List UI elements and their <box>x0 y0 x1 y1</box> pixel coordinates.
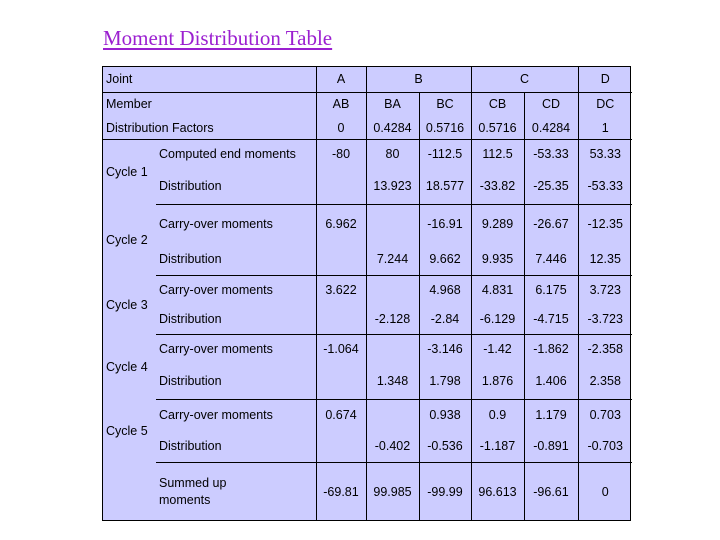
value-cell-ba: 7.244 <box>366 243 419 275</box>
value-cell-cb: 9.935 <box>471 243 524 275</box>
row-label: Distribution <box>156 167 316 205</box>
value-cell-bc: 4.968 <box>419 275 471 303</box>
row-label: Distribution <box>156 364 316 399</box>
value-cell-dc: 3.723 <box>578 275 632 303</box>
value-cell-ab: 0.674 <box>316 399 366 430</box>
summed-cell-dc: 0 <box>578 463 632 520</box>
cycle-label: Cycle 2 <box>106 232 148 247</box>
value-cell-ba <box>366 275 419 303</box>
summed-cell-bc: -99.99 <box>419 463 471 520</box>
cycle-label: Cycle 5 <box>106 424 148 439</box>
value-cell-ab <box>316 304 366 335</box>
value-cell-ba <box>366 205 419 244</box>
df-ab: 0 <box>316 116 366 140</box>
value-cell-cb: 9.289 <box>471 205 524 244</box>
member-bc: BC <box>419 92 471 116</box>
table-row <box>103 167 632 205</box>
value-cell-bc: 18.577 <box>419 167 471 205</box>
df-row <box>103 116 632 140</box>
df-bc: 0.5716 <box>419 116 471 140</box>
value-cell-cd: -4.715 <box>524 304 578 335</box>
table-row <box>103 399 632 430</box>
joint-b: B <box>366 67 471 92</box>
value-cell-dc: -3.723 <box>578 304 632 335</box>
row-label: Computed end moments <box>159 146 296 161</box>
value-cell-cd: -25.35 <box>524 167 578 205</box>
row-label: Carry-over moments <box>159 407 273 422</box>
value-cell-bc: -3.146 <box>419 334 471 364</box>
value-cell-cd: 7.446 <box>524 243 578 275</box>
table-row <box>103 243 632 275</box>
value-cell-cb: -1.187 <box>471 430 524 463</box>
table-row <box>103 364 632 399</box>
value-cell-ba <box>366 334 419 364</box>
summed-label-line1: Summed up <box>159 475 227 490</box>
value-cell-ba <box>366 399 419 430</box>
summed-cell-ab: -69.81 <box>316 463 366 520</box>
row-label: Carry-over moments <box>159 282 273 297</box>
value-cell-dc: 2.358 <box>578 364 632 399</box>
value-cell-dc: 0.703 <box>578 399 632 430</box>
value-cell-ab <box>316 430 366 463</box>
value-cell-cd: -1.862 <box>524 334 578 364</box>
value-cell-bc: 9.662 <box>419 243 471 275</box>
value-cell-bc: 0.938 <box>419 399 471 430</box>
summed-label <box>156 463 316 520</box>
table-row <box>103 205 632 244</box>
cycle-label: Cycle 4 <box>106 359 148 374</box>
value-cell-ab <box>316 364 366 399</box>
row-label: Carry-over moments <box>159 217 273 232</box>
joint-label: Joint <box>103 67 316 92</box>
value-cell-ba: 13.923 <box>366 167 419 205</box>
value-cell-ba: 1.348 <box>366 364 419 399</box>
member-row <box>103 92 632 116</box>
member-cd: CD <box>524 92 578 116</box>
member-dc: DC <box>578 92 632 116</box>
row-label: Carry-over moments <box>159 342 273 357</box>
value-cell-cb: 1.876 <box>471 364 524 399</box>
value-cell-cd: -53.33 <box>524 140 578 167</box>
value-cell-bc: 1.798 <box>419 364 471 399</box>
df-label: Distribution Factors <box>103 116 316 140</box>
value-cell-dc: 12.35 <box>578 243 632 275</box>
member-label: Member <box>106 97 152 112</box>
joint-d: D <box>578 67 632 92</box>
summed-cell-ba: 99.985 <box>366 463 419 520</box>
member-cb: CB <box>471 92 524 116</box>
summed-row <box>103 463 632 520</box>
page-title: Moment Distribution Table <box>103 26 333 50</box>
value-cell-bc: -112.5 <box>419 140 471 167</box>
value-cell-bc: -16.91 <box>419 205 471 244</box>
cycle-label: Cycle 1 <box>106 165 148 180</box>
member-ba: BA <box>366 92 419 116</box>
df-dc: 1 <box>578 116 632 140</box>
value-cell-cd: -26.67 <box>524 205 578 244</box>
value-cell-ab: -80 <box>316 140 366 167</box>
moment-distribution-table <box>102 66 631 521</box>
value-cell-bc: -2.84 <box>419 304 471 335</box>
table-row <box>103 430 632 463</box>
value-cell-bc: -0.536 <box>419 430 471 463</box>
row-label: Distribution <box>156 304 316 335</box>
value-cell-ab <box>316 243 366 275</box>
table-row <box>103 304 632 335</box>
value-cell-cb: 4.831 <box>471 275 524 303</box>
value-cell-cb: -1.42 <box>471 334 524 364</box>
value-cell-ab <box>316 167 366 205</box>
value-cell-cb: -6.129 <box>471 304 524 335</box>
joint-row <box>103 67 632 92</box>
row-label: Distribution <box>156 243 316 275</box>
value-cell-dc: -53.33 <box>578 167 632 205</box>
joint-a: A <box>316 67 366 92</box>
value-cell-dc: -12.35 <box>578 205 632 244</box>
value-cell-cb: -33.82 <box>471 167 524 205</box>
summed-cell-cb: 96.613 <box>471 463 524 520</box>
cycle-label: Cycle 3 <box>106 297 148 312</box>
table-row <box>103 275 632 303</box>
value-cell-dc: -0.703 <box>578 430 632 463</box>
value-cell-cd: -0.891 <box>524 430 578 463</box>
value-cell-ba: -2.128 <box>366 304 419 335</box>
table-row <box>103 140 632 167</box>
value-cell-dc: -2.358 <box>578 334 632 364</box>
table-row <box>103 334 632 364</box>
value-cell-cb: 112.5 <box>471 140 524 167</box>
value-cell-dc: 53.33 <box>578 140 632 167</box>
value-cell-cd: 1.406 <box>524 364 578 399</box>
value-cell-ba: -0.402 <box>366 430 419 463</box>
value-cell-cd: 1.179 <box>524 399 578 430</box>
summed-label-line2: moments <box>159 492 211 507</box>
df-cb: 0.5716 <box>471 116 524 140</box>
value-cell-cb: 0.9 <box>471 399 524 430</box>
value-cell-ab: 6.962 <box>316 205 366 244</box>
df-cd: 0.4284 <box>524 116 578 140</box>
value-cell-ab: -1.064 <box>316 334 366 364</box>
row-label: Distribution <box>156 430 316 463</box>
joint-c: C <box>471 67 578 92</box>
member-ab: AB <box>316 92 366 116</box>
value-cell-ab: 3.622 <box>316 275 366 303</box>
summed-spacer <box>103 463 156 520</box>
summed-cell-cd: -96.61 <box>524 463 578 520</box>
table-grid <box>103 67 632 520</box>
value-cell-cd: 6.175 <box>524 275 578 303</box>
value-cell-ba: 80 <box>366 140 419 167</box>
df-ba: 0.4284 <box>366 116 419 140</box>
